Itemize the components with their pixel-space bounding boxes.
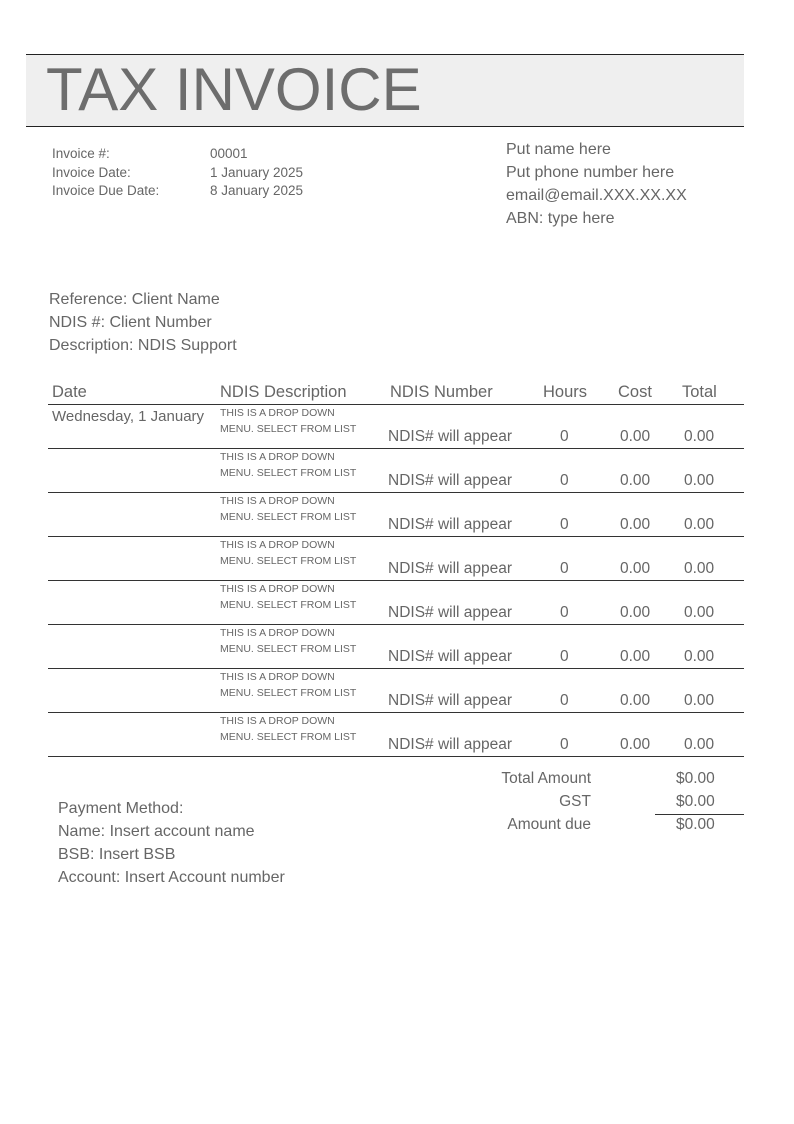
dropdown-hint-line: THIS IS A DROP DOWN [220, 715, 335, 727]
invoice-date-row [52, 164, 303, 183]
table-row [48, 581, 744, 625]
invoice-meta [52, 145, 303, 201]
invoice-due-date-value[interactable]: 8 January 2025 [210, 183, 304, 198]
row-description-dropdown[interactable] [220, 449, 370, 481]
dropdown-hint-line: MENU. SELECT FROM LIST [220, 555, 357, 567]
invoice-date-value[interactable]: 1 January 2025 [210, 164, 304, 180]
row-description-dropdown[interactable] [220, 625, 370, 657]
row-hours[interactable]: 0 [560, 428, 569, 445]
row-hours[interactable]: 0 [560, 516, 569, 533]
row-ndis-number: NDIS# will appear [388, 428, 513, 445]
dropdown-hint-line: MENU. SELECT FROM LIST [220, 687, 357, 699]
table-row [48, 713, 744, 757]
header-date: Date [52, 383, 87, 401]
header-cost: Cost [618, 383, 652, 401]
row-description-dropdown[interactable] [220, 713, 370, 745]
sender-email[interactable]: email@email.XXX.XX.XX [506, 187, 687, 204]
row-total: 0.00 [684, 472, 715, 489]
reference-ndis-number[interactable]: NDIS #: Client Number [49, 314, 212, 331]
row-cost: 0.00 [620, 472, 651, 489]
dropdown-hint-line: THIS IS A DROP DOWN [220, 539, 335, 551]
row-ndis-number: NDIS# will appear [388, 692, 513, 709]
reference-block [49, 288, 237, 357]
row-total: 0.00 [684, 736, 715, 753]
row-cost: 0.00 [620, 736, 651, 753]
sender-name[interactable]: Put name here [506, 141, 611, 158]
table-row [48, 625, 744, 669]
table-row [48, 493, 744, 537]
header-total: Total [682, 383, 717, 401]
meta-label: Invoice Date: [52, 164, 131, 180]
title-band [26, 54, 744, 127]
row-ndis-number: NDIS# will appear [388, 736, 513, 753]
row-hours[interactable]: 0 [560, 648, 569, 665]
table-row [48, 537, 744, 581]
dropdown-hint-line: THIS IS A DROP DOWN [220, 407, 335, 419]
row-cost: 0.00 [620, 604, 651, 621]
table-row [48, 405, 744, 449]
amount-due-row [460, 816, 744, 839]
payment-block [58, 797, 285, 889]
row-ndis-number: NDIS# will appear [388, 648, 513, 665]
row-date[interactable]: Wednesday, 1 January [52, 408, 205, 425]
row-ndis-number: NDIS# will appear [388, 472, 513, 489]
table-header [48, 380, 744, 405]
dropdown-hint-line: THIS IS A DROP DOWN [220, 495, 335, 507]
reference-client[interactable]: Reference: Client Name [49, 291, 220, 308]
header-hours: Hours [543, 383, 588, 401]
row-total: 0.00 [684, 516, 715, 533]
sender-details [506, 138, 687, 230]
totals-block [460, 770, 744, 839]
meta-label: Invoice #: [52, 146, 110, 161]
row-cost: 0.00 [620, 560, 651, 577]
row-cost: 0.00 [620, 516, 651, 533]
table-row [48, 669, 744, 713]
invoice-due-date-row [52, 182, 303, 201]
gst-label: GST [559, 793, 591, 810]
meta-label: Invoice Due Date: [52, 183, 160, 198]
row-description-dropdown[interactable] [220, 537, 370, 569]
dropdown-hint-line: THIS IS A DROP DOWN [220, 583, 335, 595]
row-total: 0.00 [684, 560, 715, 577]
row-hours[interactable]: 0 [560, 560, 569, 577]
row-cost: 0.00 [620, 648, 651, 665]
payment-heading: Payment Method: [58, 800, 184, 817]
gst-value: $0.00 [676, 793, 715, 810]
header-ndis-number: NDIS Number [390, 383, 493, 401]
row-description-dropdown[interactable] [220, 581, 370, 613]
gst-row [460, 793, 744, 816]
dropdown-hint-line: MENU. SELECT FROM LIST [220, 731, 357, 743]
row-hours[interactable]: 0 [560, 604, 569, 621]
payment-account-number[interactable]: Account: Insert Account number [58, 869, 285, 886]
invoice-title: TAX INVOICE [46, 56, 422, 123]
row-total: 0.00 [684, 692, 715, 709]
table-row [48, 449, 744, 493]
row-description-dropdown[interactable] [220, 669, 370, 701]
header-description: NDIS Description [220, 383, 347, 401]
row-total: 0.00 [684, 648, 715, 665]
total-amount-row [460, 770, 744, 793]
invoice-number-value[interactable]: 00001 [210, 146, 248, 161]
total-amount-value: $0.00 [676, 770, 715, 787]
row-ndis-number: NDIS# will appear [388, 560, 513, 577]
invoice-number-row [52, 145, 303, 164]
total-amount-label: Total Amount [501, 770, 591, 787]
reference-description[interactable]: Description: NDIS Support [49, 337, 237, 354]
row-description-dropdown[interactable] [220, 493, 370, 525]
dropdown-hint-line: THIS IS A DROP DOWN [220, 451, 335, 463]
line-items-table [48, 380, 744, 757]
row-total: 0.00 [684, 604, 715, 621]
payment-account-name[interactable]: Name: Insert account name [58, 823, 255, 840]
row-hours[interactable]: 0 [560, 736, 569, 753]
sender-phone[interactable]: Put phone number here [506, 164, 675, 181]
amount-due-value: $0.00 [676, 816, 715, 833]
row-hours[interactable]: 0 [560, 692, 569, 709]
row-ndis-number: NDIS# will appear [388, 516, 513, 533]
row-cost: 0.00 [620, 692, 651, 709]
row-hours[interactable]: 0 [560, 472, 569, 489]
dropdown-hint-line: MENU. SELECT FROM LIST [220, 423, 357, 435]
dropdown-hint-line: MENU. SELECT FROM LIST [220, 467, 357, 479]
row-total: 0.00 [684, 428, 715, 445]
dropdown-hint-line: MENU. SELECT FROM LIST [220, 643, 357, 655]
dropdown-hint-line: THIS IS A DROP DOWN [220, 627, 335, 639]
row-description-dropdown[interactable] [220, 405, 370, 437]
row-ndis-number: NDIS# will appear [388, 604, 513, 621]
dropdown-hint-line: THIS IS A DROP DOWN [220, 671, 335, 683]
payment-bsb[interactable]: BSB: Insert BSB [58, 846, 176, 863]
totals-divider [655, 814, 744, 815]
row-cost: 0.00 [620, 428, 651, 445]
dropdown-hint-line: MENU. SELECT FROM LIST [220, 599, 357, 611]
sender-abn[interactable]: ABN: type here [506, 210, 615, 227]
dropdown-hint-line: MENU. SELECT FROM LIST [220, 511, 357, 523]
amount-due-label: Amount due [507, 816, 591, 833]
